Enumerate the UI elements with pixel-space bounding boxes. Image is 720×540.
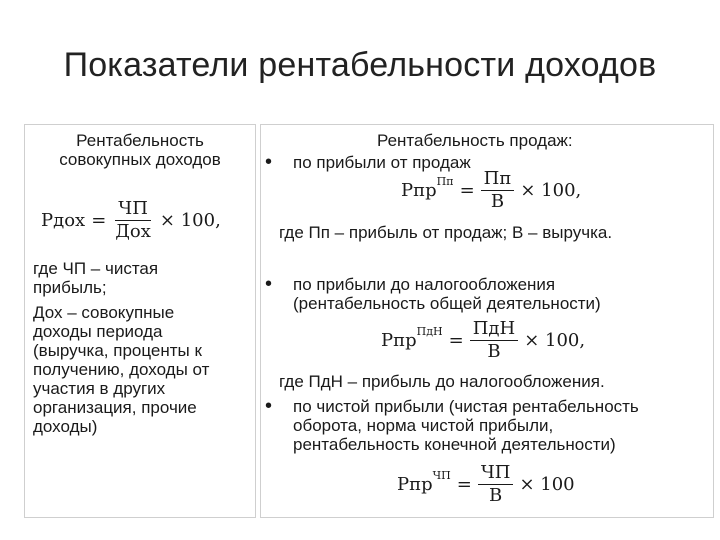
page-title: Показатели рентабельности доходов [63,46,657,84]
formula-equals: = [456,474,472,495]
formula-equals: = [448,330,464,351]
left-text-line: доходы периода [33,322,163,341]
bullet-3-text-line: по чистой прибыли (чистая рентабельность [293,397,639,416]
formula-denominator: В [487,341,501,362]
left-text-line: (выручка, проценты к [33,341,202,360]
bullet-marker: • [265,395,273,417]
bullet-2-note: где ПдН – прибыль до налогообложения. [279,372,605,391]
formula-multiplier: × 100 [519,474,575,495]
formula-numerator: ПдН [470,319,518,341]
formula-numerator: ЧП [478,463,514,485]
bullet-2-text-line: по прибыли до налогообложения [293,275,556,294]
formula-lhs: Рпр [401,180,437,201]
bullet-3-text-line: рентабельность конечной деятельности) [293,435,616,454]
income-profitability-formula [41,199,221,242]
formula-fraction [470,319,518,362]
formula-numerator: ЧП [115,199,151,221]
net-profitability-formula [397,463,575,506]
formula-superscript: ЧП [432,469,451,482]
left-panel [24,124,256,518]
left-text-line: организация, прочие [33,398,197,417]
formula-equals: = [91,210,107,231]
left-heading-line-2: совокупных доходов [59,150,221,169]
left-text-line: Дох – совокупные [33,303,175,322]
formula-multiplier: × 100, [520,180,582,201]
formula-lhs: Рдох [41,210,86,231]
bullet-marker: • [265,151,273,173]
bullet-2-text-line: (рентабельность общей деятельности) [293,294,601,313]
left-text-line: прибыль; [33,278,107,297]
pretax-profitability-formula [381,319,585,362]
formula-denominator: В [490,191,505,212]
formula-lhs: Рпр [397,474,433,495]
bullet-marker: • [265,273,273,295]
formula-equals: = [459,180,475,201]
right-panel [260,124,714,518]
formula-denominator: Дох [115,221,151,242]
right-heading: Рентабельность продаж: [377,131,573,150]
formula-fraction [478,463,514,506]
left-text-line: доходы) [33,417,98,436]
formula-superscript: ПдН [416,325,443,338]
formula-multiplier: × 100, [524,330,586,351]
left-text-line: где ЧП – чистая [33,259,159,278]
bullet-1-note: где Пп – прибыль от продаж; В – выручка. [279,223,613,242]
formula-multiplier: × 100, [159,210,221,231]
left-text-line: участия в других [33,379,166,398]
bullet-3-text-line: оборота, норма чистой прибыли, [293,416,554,435]
formula-lhs: Рпр [381,330,417,351]
formula-fraction [481,169,515,212]
bullet-1-text: по прибыли от продаж [293,153,471,172]
left-heading-line-1: Рентабельность [76,131,204,150]
sales-profitability-formula [401,169,581,212]
formula-superscript: Пп [436,175,454,188]
left-text-line: получению, доходы от [33,360,210,379]
formula-fraction [112,199,154,242]
formula-numerator: Пп [481,169,515,191]
formula-denominator: В [489,485,503,506]
